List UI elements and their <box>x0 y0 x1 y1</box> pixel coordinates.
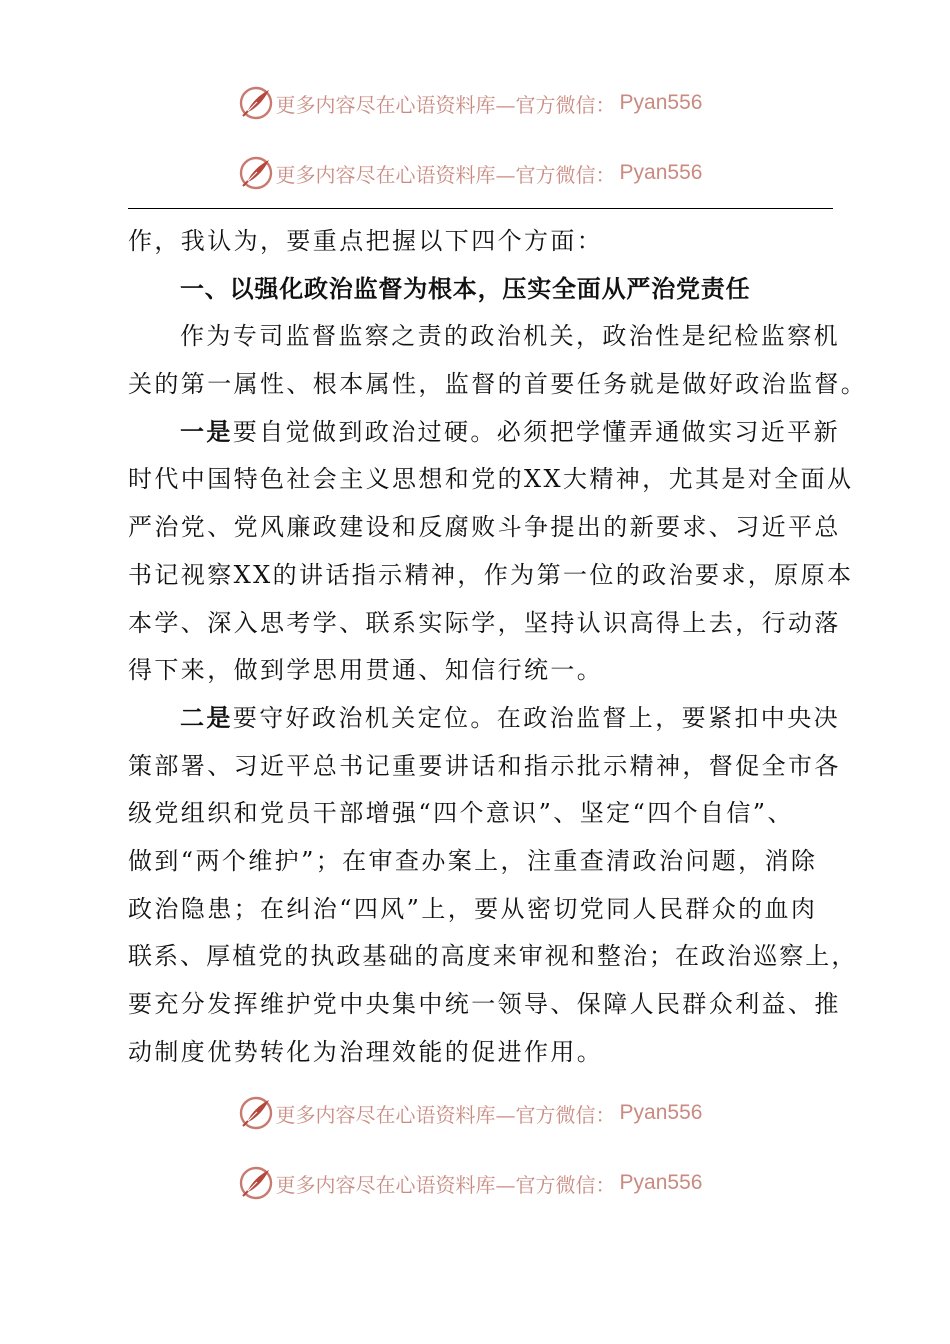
quill-logo-icon <box>238 155 274 191</box>
text-line: 书记视察XX的讲话指示精神，作为第一位的政治要求，原原本 <box>128 560 854 589</box>
text-line: 做到“两个维护”；在审查办案上，注重查清政治问题，消除 <box>128 846 818 875</box>
text-line: 时代中国特色社会主义思想和党的XX大精神，尤其是对全面从 <box>128 465 854 494</box>
watermark-text: 更多内容尽在心语资料库—官方微信： <box>275 1172 616 1197</box>
text-line: 级党组织和党员干部增强“四个意识”、坚定“四个自信”、 <box>128 799 794 828</box>
quill-logo-icon <box>238 85 274 121</box>
text-line: 得下来，做到学思用贯通、知信行统一。 <box>128 656 604 685</box>
text-line: 作为专司监督监察之责的政治机关，政治性是纪检监察机 <box>180 322 840 351</box>
quill-logo-icon <box>238 1165 274 1201</box>
point-lead: 二是 <box>180 703 233 732</box>
watermark-banner <box>0 153 950 193</box>
watermark-wechat-id: Pyan556 <box>619 1101 703 1124</box>
point-text: 要自觉做到政治过硬。必须把学懂弄通做实习近平新 <box>232 417 841 446</box>
text-line: 关的第一属性、根本属性，监督的首要任务就是做好政治监督。 <box>128 370 868 399</box>
watermark-wechat-id: Pyan556 <box>619 91 703 114</box>
text-line: 动制度优势转化为治理效能的促进作用。 <box>128 1037 604 1066</box>
watermark-banner <box>0 1093 950 1133</box>
watermark-text: 更多内容尽在心语资料库—官方微信： <box>275 1102 616 1127</box>
watermark-wechat-id: Pyan556 <box>619 161 703 184</box>
watermark-wechat-id: Pyan556 <box>619 1171 703 1194</box>
document-body <box>128 218 868 1076</box>
watermark-text: 更多内容尽在心语资料库—官方微信： <box>275 92 616 117</box>
text-line: 策部署、习近平总书记重要讲话和指示批示精神，督促全市各 <box>128 751 841 780</box>
text-line: 严治党、党风廉政建设和反腐败斗争提出的新要求、习近平总 <box>128 513 841 542</box>
text-line: 要充分发挥维护党中央集中统一领导、保障人民群众利益、推 <box>128 990 841 1018</box>
watermark-text: 更多内容尽在心语资料库—官方微信： <box>275 162 616 187</box>
point-text: 要守好政治机关定位。在政治监督上，要紧扣中央决 <box>232 703 841 732</box>
point-lead: 一是 <box>180 417 233 446</box>
text-line: 政治隐患；在纠治“四风”上，要从密切党同人民群众的血肉 <box>128 894 818 923</box>
text-line: 联系、厚植党的执政基础的高度来审视和整治；在政治巡察上， <box>128 942 858 971</box>
point-first-line <box>128 695 848 743</box>
watermark-banner <box>0 1163 950 1203</box>
header-divider <box>128 208 833 209</box>
text-line: 作，我认为，要重点把握以下四个方面： <box>128 227 604 255</box>
watermark-banner <box>0 83 950 123</box>
point-first-line <box>128 409 848 457</box>
section-heading: 一、以强化政治监督为根本，压实全面从严治党责任 <box>180 274 751 303</box>
quill-logo-icon <box>238 1095 274 1131</box>
text-line: 本学、深入思考学、联系实际学，坚持认识高得上去，行动落 <box>128 608 841 637</box>
